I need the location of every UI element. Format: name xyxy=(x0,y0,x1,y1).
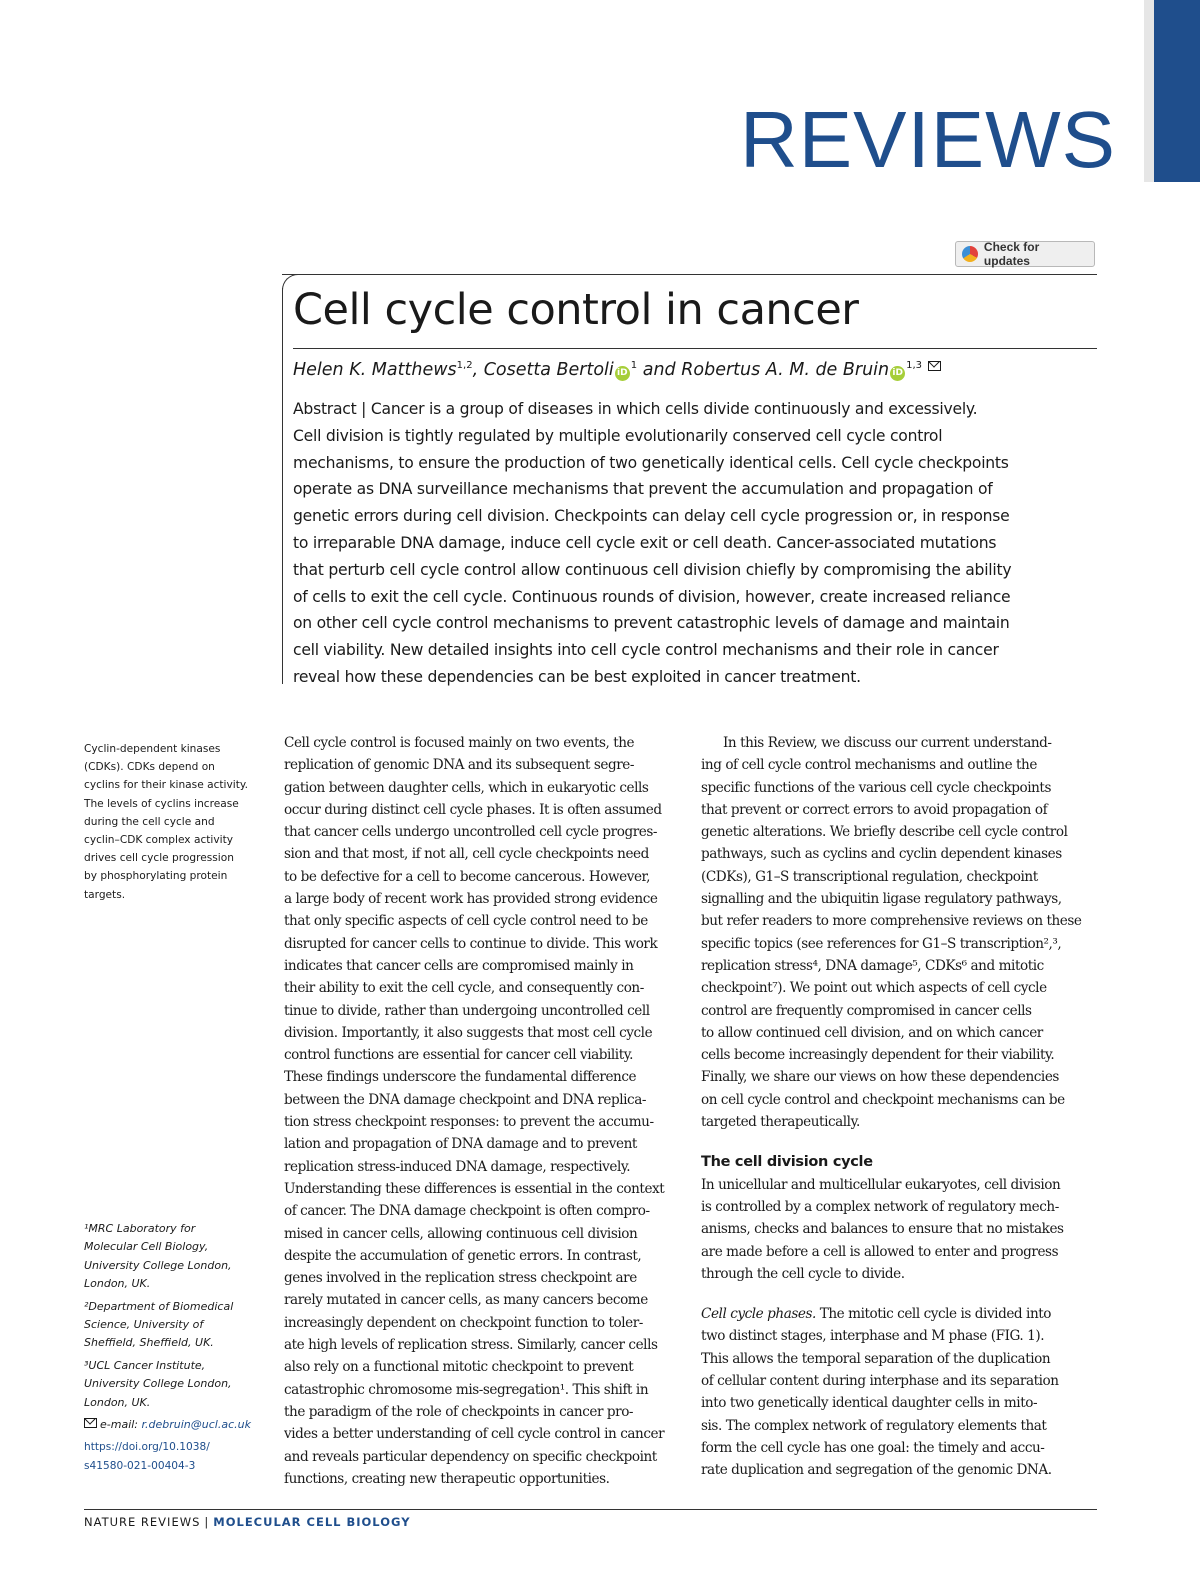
body-line: catastrophic chromosome mis-segregation¹. This shift in xyxy=(284,1381,649,1398)
affiliation-line: University College London, xyxy=(84,1377,232,1391)
affiliation-line: University College London, xyxy=(84,1258,232,1272)
body-line xyxy=(701,1303,1101,1325)
affiliation-line: ¹MRC Laboratory for xyxy=(84,1222,196,1235)
header-blue-tab xyxy=(1154,0,1200,182)
body-line: a large body of recent work has provided strong evidence xyxy=(284,891,658,908)
body-line: on cell cycle control and checkpoint mechanisms can be xyxy=(701,1091,1065,1108)
body-line: tinue to divide, rather than undergoing uncontrolled cell xyxy=(284,1002,650,1019)
affiliation-line: ²Department of Biomedical xyxy=(84,1299,234,1313)
footer-journal: NATURE REVIEWS xyxy=(84,1515,201,1529)
abstract-line: reveal how these dependencies can be best exploited in cancer treatment. xyxy=(293,667,861,686)
author-3-affil: 1,3 xyxy=(906,360,923,372)
author-3[interactable]: Robertus A. M. de Bruin xyxy=(681,360,890,380)
affiliation-line: London, UK. xyxy=(84,1277,151,1291)
body-line: is controlled by a complex network of regulatory mech- xyxy=(701,1198,1059,1215)
email-label: e-mail: xyxy=(100,1418,142,1432)
body-line: signalling and the ubiquitin ligase regulatory pathways, xyxy=(701,891,1062,908)
body-line: between the DNA damage checkpoint and DNA replica- xyxy=(284,1091,646,1108)
body-line: checkpoint⁷). We point out which aspects of cell cycle xyxy=(701,980,1047,997)
body-line: Understanding these differences is essential in the context xyxy=(284,1180,665,1197)
title-rule-left xyxy=(282,288,283,684)
body-line: but refer readers to more comprehensive reviews on these xyxy=(701,913,1082,930)
footer-rule xyxy=(84,1509,1097,1510)
glossary-line: Cyclin-dependent kinases xyxy=(84,743,221,755)
body-line: rarely mutated in cancer cells, as many cancers become xyxy=(284,1292,648,1309)
email-line xyxy=(84,1416,274,1434)
footer-separator: | xyxy=(204,1515,210,1529)
abstract-line: to irreparable DNA damage, induce cell cycle exit or cell death. Cancer-associated mutations xyxy=(293,533,997,552)
header-grey-tab xyxy=(1144,0,1154,182)
body-line: ate high levels of replication stress. Similarly, cancer cells xyxy=(284,1337,658,1354)
body-line: sis. The complex network of regulatory elements that xyxy=(701,1417,1047,1434)
affiliation-line: Sheffield, Sheffield, UK. xyxy=(84,1336,214,1350)
email-link[interactable]: r.debruin@ucl.ac.uk xyxy=(141,1418,251,1432)
author-1-affil: 1,2 xyxy=(456,360,473,372)
check-updates-label: Check for updates xyxy=(983,240,1040,268)
affiliation-line: Molecular Cell Biology, xyxy=(84,1240,209,1254)
body-line: pathways, such as cyclins and cyclin dependent kinases xyxy=(701,846,1062,863)
body-line: replication of genomic DNA and its subsequent segre- xyxy=(284,757,634,774)
orcid-icon[interactable]: iD xyxy=(615,366,630,381)
orcid-icon[interactable]: iD xyxy=(890,366,905,381)
abstract-line: operate as DNA surveillance mechanisms that prevent the accumulation and propagation of xyxy=(293,480,993,499)
body-line: In this Review, we discuss our current understand- xyxy=(723,735,1052,751)
section-heading: The cell division cycle xyxy=(701,1154,873,1171)
abstract-line: on other cell cycle control mechanisms to prevent catastrophic levels of damage and maintain xyxy=(293,614,1010,633)
glossary-line: The levels of cyclins increase xyxy=(84,797,239,810)
body-line: This allows the temporal separation of the duplication xyxy=(701,1350,1051,1367)
author-2[interactable]: Cosetta Bertoli xyxy=(483,360,614,380)
body-line: that cancer cells undergo uncontrolled cell cycle progres- xyxy=(284,824,658,841)
body-line: of cancer. The DNA damage checkpoint is often compro- xyxy=(284,1203,650,1220)
glossary-line: drives cell cycle progression xyxy=(84,852,234,865)
body-line: vides a better understanding of cell cycle control in cancer xyxy=(284,1426,665,1443)
affiliation-line: London, UK. xyxy=(84,1395,151,1409)
body-line: that only specific aspects of cell cycle control need to be xyxy=(284,913,648,930)
body-line: mised in cancer cells, allowing continuous cell division xyxy=(284,1225,638,1242)
body-line: two distinct stages, interphase and M phase (FIG. 1). xyxy=(701,1328,1045,1345)
body-column-left xyxy=(284,732,684,1490)
body-column-right xyxy=(701,732,1101,1482)
body-line: specific topics (see references for G1–S transcription²,³, xyxy=(701,935,1062,952)
body-line: division. Importantly, it also suggests that most cell cycle xyxy=(284,1024,653,1041)
body-line: specific functions of the various cell cycle checkpoints xyxy=(701,779,1051,796)
body-line: the paradigm of the role of checkpoints in cancer pro- xyxy=(284,1403,634,1420)
abstract-line: genetic errors during cell division. Checkpoints can delay cell cycle progression or, in response xyxy=(293,507,1010,526)
body-line: form the cell cycle has one goal: the timely and accu- xyxy=(701,1439,1045,1456)
body-line: In unicellular and multicellular eukaryotes, cell division xyxy=(701,1176,1061,1193)
body-line: (CDKs), G1–S transcriptional regulation, checkpoint xyxy=(701,868,1038,885)
body-line: functions, creating new therapeutic opportunities. xyxy=(284,1470,610,1487)
affiliation-line: Science, University of xyxy=(84,1318,204,1332)
body-line: disrupted for cancer cells to continue to divide. This work xyxy=(284,935,658,952)
body-line: increasingly dependent on checkpoint function to toler- xyxy=(284,1314,643,1331)
body-line: indicates that cancer cells are compromised mainly in xyxy=(284,957,634,974)
affiliation-line: ³UCL Cancer Institute, xyxy=(84,1358,206,1372)
glossary-note xyxy=(84,740,264,904)
subsection-lead: Cell cycle phases. xyxy=(701,1306,816,1323)
body-line: lation and propagation of DNA damage and to prevent xyxy=(284,1136,637,1153)
body-line: replication stress-induced DNA damage, respectively. xyxy=(284,1158,631,1175)
body-text: The mitotic cell cycle is divided into xyxy=(815,1306,1051,1323)
abstract-line: Abstract | Cancer is a group of diseases in which cells divide continuously and excessively. xyxy=(293,400,978,418)
abstract-line: cell viability. New detailed insights into cell cycle control mechanisms and their role in cancer xyxy=(293,641,999,660)
doi-link[interactable]: https://doi.org/10.1038/ xyxy=(84,1441,210,1454)
abstract xyxy=(293,396,1083,691)
body-line: also rely on a functional mitotic checkpoint to prevent xyxy=(284,1359,634,1376)
author-separator: and xyxy=(637,360,682,380)
glossary-line: by phosphorylating protein xyxy=(84,870,228,883)
body-line: into two genetically identical daughter cells in mito- xyxy=(701,1395,1038,1412)
abstract-line: mechanisms, to ensure the production of two genetically identical cells. Cell cycle checkpoints xyxy=(293,453,1009,472)
email-icon[interactable] xyxy=(928,361,941,371)
title-rule-bottom xyxy=(293,348,1097,349)
page-footer xyxy=(84,1515,411,1529)
author-1[interactable]: Helen K. Matthews xyxy=(293,360,457,380)
doi-link[interactable]: s41580-021-00404-3 xyxy=(84,1459,196,1472)
body-line: anisms, checks and balances to ensure that no mistakes xyxy=(701,1221,1064,1238)
body-line: gation between daughter cells, which in eukaryotic cells xyxy=(284,779,649,796)
glossary-line: during the cell cycle and xyxy=(84,815,215,828)
body-line: through the cell cycle to divide. xyxy=(701,1265,905,1282)
body-line: tion stress checkpoint responses: to prevent the accumu- xyxy=(284,1114,654,1131)
glossary-line: (CDKs). CDKs depend on xyxy=(84,761,215,774)
check-for-updates-button[interactable] xyxy=(955,241,1095,267)
email-icon xyxy=(84,1418,97,1428)
body-line: occur during distinct cell cycle phases. It is often assumed xyxy=(284,801,662,818)
body-line: control functions are essential for cancer cell viability. xyxy=(284,1047,634,1064)
title-rule-top xyxy=(282,274,1097,275)
article-title: Cell cycle control in cancer xyxy=(293,285,859,335)
body-line: sion and that most, if not all, cell cycle checkpoints need xyxy=(284,846,649,863)
author-list xyxy=(293,360,941,381)
author-2-affil: 1 xyxy=(630,360,638,372)
glossary-line: targets. xyxy=(84,888,126,901)
body-line: their ability to exit the cell cycle, and consequently con- xyxy=(284,980,644,997)
body-line: that prevent or correct errors to avoid propagation of xyxy=(701,801,1048,818)
body-line: and reveals particular dependency on specific checkpoint xyxy=(284,1448,657,1465)
affiliations xyxy=(84,1220,274,1475)
body-line: cells become increasingly dependent for their viability. xyxy=(701,1047,1055,1064)
body-line: Cell cycle control is focused mainly on two events, the xyxy=(284,735,635,751)
paragraph-gap xyxy=(701,1285,1101,1303)
body-line: to be defective for a cell to become cancerous. However, xyxy=(284,868,650,885)
body-line: rate duplication and segregation of the genomic DNA. xyxy=(701,1462,1052,1479)
glossary-line: cyclins for their kinase activity. xyxy=(84,779,248,792)
body-line: replication stress⁴, DNA damage⁵, CDKs⁶ and mitotic xyxy=(701,957,1044,974)
body-line: to allow continued cell division, and on which cancer xyxy=(701,1024,1043,1041)
abstract-line: that perturb cell cycle control allow continuous cell division chiefly by compromising the ability xyxy=(293,560,1012,579)
author-separator: , xyxy=(472,360,484,380)
check-updates-icon xyxy=(962,246,978,262)
body-line: despite the accumulation of genetic errors. In contrast, xyxy=(284,1247,642,1264)
body-line: These findings underscore the fundamental difference xyxy=(284,1069,637,1086)
paragraph-gap xyxy=(701,1133,1101,1151)
footer-subjournal: MOLECULAR CELL BIOLOGY xyxy=(213,1515,411,1529)
journal-section-title: REVIEWS xyxy=(740,95,1116,184)
body-line: ing of cell cycle control mechanisms and outline the xyxy=(701,757,1037,774)
abstract-line: of cells to exit the cell cycle. Continuous rounds of division, however, create increased reliance xyxy=(293,587,1011,606)
body-line: genetic alterations. We briefly describe cell cycle control xyxy=(701,824,1068,841)
abstract-line: Cell division is tightly regulated by multiple evolutionarily conserved cell cycle control xyxy=(293,426,943,445)
body-line: of cellular content during interphase and its separation xyxy=(701,1373,1059,1390)
body-line: Finally, we share our views on how these dependencies xyxy=(701,1069,1059,1086)
body-line: targeted therapeutically. xyxy=(701,1114,860,1131)
glossary-line: cyclin–CDK complex activity xyxy=(84,834,233,847)
body-line: control are frequently compromised in cancer cells xyxy=(701,1002,1032,1019)
body-line: genes involved in the replication stress checkpoint are xyxy=(284,1270,637,1287)
body-line: are made before a cell is allowed to enter and progress xyxy=(701,1243,1059,1260)
